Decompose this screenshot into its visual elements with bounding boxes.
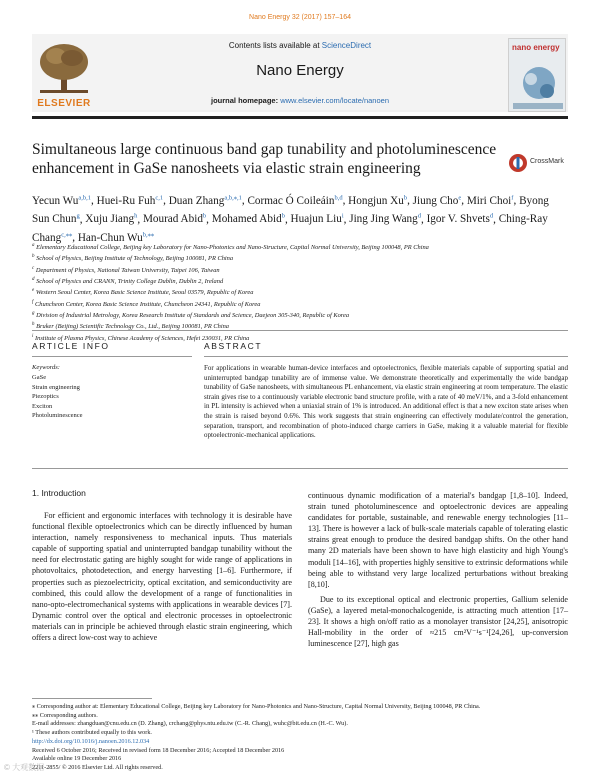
keyword: Exciton (32, 402, 53, 410)
body-column-left (32, 510, 292, 647)
affiliation: $^a$ Elementary Educational College, Beijing key Laboratory for Nano-Photonics and Nano-Structure, Capital Normal University, Beijing 100048, PR China (32, 243, 429, 252)
journal-cover[interactable] (508, 38, 566, 112)
homepage-line (100, 96, 500, 105)
section-heading: 1. Introduction (32, 488, 86, 498)
homepage-link[interactable]: www.elsevier.com/locate/nanoen (280, 96, 389, 105)
paper-title-line-1: Simultaneous large continuous band gap tunability and photoluminescence (32, 141, 497, 158)
affiliation: $^d$ School of Physics and CRANN, Trinity College Dublin, Dublin 2, Ireland (32, 276, 224, 286)
author[interactable]: Duan Zhang$^{a,b,⁎,1}$ (168, 194, 242, 207)
crossmark-badge[interactable] (508, 152, 568, 174)
divider (32, 330, 568, 331)
author[interactable]: Igor V. Shvets$^d$ (426, 212, 494, 226)
author[interactable]: Mourad Abid$^b$ (142, 212, 207, 226)
keywords-label: Keywords: (32, 364, 60, 371)
crossmark-label: CrossMark (530, 158, 564, 165)
footnotes (32, 703, 568, 737)
author[interactable]: Jiung Cho$^e$ (412, 194, 462, 207)
author[interactable]: Mohamed Abid$^b$ (211, 212, 285, 226)
received-dates: Received 6 October 2016; Received in revised form 18 December 2016; Accepted 18 December 2016 (32, 746, 285, 754)
footnote-rule (32, 698, 152, 699)
keyword: GaSe (32, 374, 47, 381)
divider (32, 356, 192, 357)
doi-link[interactable]: http://dx.doi.org/10.1016/j.nanoen.2016.12.034 (32, 738, 150, 745)
footnote-emails[interactable]: E-mail addresses: zhangduan@cnu.edu.cn (D. Zhang), crchang@phys.ntu.edu.tw (C.-R. Chang), wuhc@bit.edu.cn (H.-C. Wu). (32, 720, 348, 728)
paragraph: Due to its exceptional optical and electronic properties, Gallium selenide (GaSe), a layered metal-monochalcogenide, is attracting much attention [17–23]. It shows a high on/off ratio as a monolayer transistor [24,25], anisotropic Hall-mobility in the order of ≈215 cm²V⁻¹s⁻¹[24,26], up-conversion luminescence [27], high gas (308, 594, 568, 649)
divider (32, 468, 568, 469)
paper-title-line-2: enhancement in GaSe nanosheets via elastic strain engineering (32, 160, 421, 177)
footnote-corresponding: ⁎ Corresponding author at: Elementary Educational College, Beijing key Laboratory for Nano-Photonics and Nano-Structure, Capital Normal University, Beijing 100048, PR China. (32, 703, 481, 710)
online-date: Available online 19 December 2016 (32, 755, 122, 763)
affiliation: $^g$ Division of Industrial Metrology, Korea Research Institute of Standards and Science, Daejeon 305-340, Republic of Korea (32, 310, 350, 320)
author[interactable]: Byong Sun Chun$^g$ (32, 194, 549, 226)
contents-line (100, 41, 500, 50)
author[interactable]: Xuju Jiang$^h$ (85, 212, 138, 226)
watermark: © 大观数据 (4, 763, 45, 772)
article-info-heading: ARTICLE INFO (32, 341, 110, 351)
author[interactable]: Hongjun Xu$^b$ (348, 194, 408, 207)
elsevier-wordmark: ELSEVIER (37, 98, 91, 109)
sciencedirect-link[interactable]: ScienceDirect (321, 41, 372, 50)
copyright: 2211-2855/ © 2016 Elsevier Ltd. All rights reserved. (32, 763, 163, 771)
footnote-equal-contribution: ¹ These authors contributed equally to this work. (32, 728, 152, 736)
keyword-list (32, 373, 192, 421)
affiliation: $^f$ Chuncheon Center, Korea Basic Science Institute, Chuncheon 24341, Republic of Korea (32, 299, 261, 308)
header-rule (32, 116, 568, 119)
affiliation-list (32, 241, 568, 343)
author[interactable]: Jing Jing Wang$^d$ (349, 212, 421, 226)
journal-reference[interactable]: Nano Energy 32 (2017) 157–164 (249, 14, 351, 21)
abstract-heading: ABSTRACT (204, 341, 263, 351)
divider (204, 356, 568, 357)
author[interactable]: Huajun Liu$^i$ (290, 212, 344, 226)
abstract-text: For applications in wearable human-device interfaces and optoelectronics, flexible materials capable of supporting spatial and uninterrupted bandgap tunability are of immense value. We demonstrate theoretically and experimentally the wide bandgap tunability of GaSe nanosheets, with simultaneous PL enhancement, via elastic strain engineering at room temperature. The elastic strain gives rise to a continuously variable electronic band structure profile, with a rate of 40 meV/1%, and a 3-fold enhancement in PL intensity is achieved when a uniaxial strain of 1% is introduced. An additional effect is that a new exciton state arises when the strain is raised beyond 0.6%. This work suggests that strain engineering can effectively modulate/control the generation, separation, transport, and recombination of photo-induced charge carriers in GaSe, making it a valuable material for flexible optoelectronic-mechanical applications. (204, 364, 568, 440)
cover-title: nano energy (512, 43, 560, 52)
author[interactable]: Huei-Ru Fuh$^{c,1}$ (96, 194, 164, 207)
body-column-right (308, 490, 568, 653)
paragraph: continuous dynamic modification of a material's bandgap [1,8–10]. Indeed, strain tuned photoluminescence and optoelectronic devices are appealing candidates for portable, sustainable, and renewable energy technologies [11–13]. There is however a lack of bulk-scale materials capable of tolerating elastic strains great enough to produce the desired bandgap shifts. On the other hand many 2D materials have been shown to have high elasticity and high Young's moduli [14–16], with properties highly sensitive to extrinsic deformations while being able to withstand very large localized perturbations without breaking [8,10]. (308, 491, 568, 589)
publication-info (32, 738, 568, 772)
author-list: Yecun Wu$^{a,b,1}$, Huei-Ru Fuh$^{c,1}$, Duan Zhang$^{a,b,⁎,1}$, Cormac Ó Coileáin$^{b,d}$, Hongjun Xu$^b$, Jiung Cho$^e$, Miri Choi$^f$, Byong Sun Chun$^g$, Xuju Jiang$^h$, Mourad Abid$^b$, Mohamed Abid$^b$, Huajun Liu$^i$, Jing Jing Wang$^d$, Igor V. Shvets$^d$, Ching-Ray Chang$^{c,⁎⁎}$, Han-Chun $Wu^{b,⁎⁎}$ (32, 194, 549, 245)
elsevier-tree-icon (34, 40, 94, 96)
author[interactable]: Ching-Ray Chang$^{c,⁎⁎}$ (32, 213, 548, 245)
keyword: Piezoptics (32, 393, 59, 401)
footnote-corresponding-2: ⁎⁎ Corresponding authors. (32, 711, 98, 719)
affiliation: $^h$ Bruker (Beijing) Scientific Technology Co., Ltd., Beijing 100081, PR China (32, 322, 229, 331)
author[interactable]: Yecun Wu$^{a,b,1}$ (32, 194, 92, 207)
keyword: Strain engineering (32, 383, 80, 391)
paper-title (32, 140, 502, 178)
paragraph: For efficient and ergonomic interfaces with technology it is desirable have functional flexible optoelectronics which can be directly influenced by human interaction, namely responsiveness to mechanical inputs. Thus materials capable of supporting spatial and uninterrupted bandgap tunability without the need for electrostatic gating are highly sought for wide range of applications in photovoltaics, photodetection, and energy harvesting [1–6]. Furthermore, if properties such as piezoelectricity, optical excitation, and semiconductivity are combined, this could allow the development of a range of functionalities in nano-opto-electromechanical systems with applications in wearable devices [7]. Dynamic control over the optical and electronic processes in optoelectronic materials can in principle be achieved through elastic strain engineering, which offers a direct low-cost way to achieve (32, 511, 292, 643)
affiliation: $^b$ School of Physics, Beijing Institute of Technology, Beijing 100081, PR China (32, 254, 234, 263)
affiliation: $^e$ Western Seoul Center, Korea Basic Science Institute, Seoul 03579, Republic of Korea (32, 288, 254, 297)
elsevier-logo[interactable] (34, 40, 94, 110)
journal-title: Nano Energy (256, 62, 344, 79)
crossmark-icon (508, 153, 528, 173)
author[interactable]: Miri Choi$^f$ (466, 194, 514, 207)
keyword: Photoluminescence (32, 412, 83, 420)
contents-prefix: Contents lists available at (228, 41, 320, 50)
affiliation: $^c$ Department of Physics, National Taiwan University, Taipei 106, Taiwan (32, 265, 220, 274)
author[interactable]: Cormac Ó Coileáin$^{b,d}$ (247, 194, 343, 207)
affiliation: $^i$ Institute of Plasma Physics, Chinese Academy of Sciences, Hefei 230031, PR China (32, 333, 250, 342)
homepage-label: journal homepage: (211, 96, 279, 105)
author[interactable]: Han-Chun $Wu^{b,⁎⁎}$ (77, 231, 155, 245)
